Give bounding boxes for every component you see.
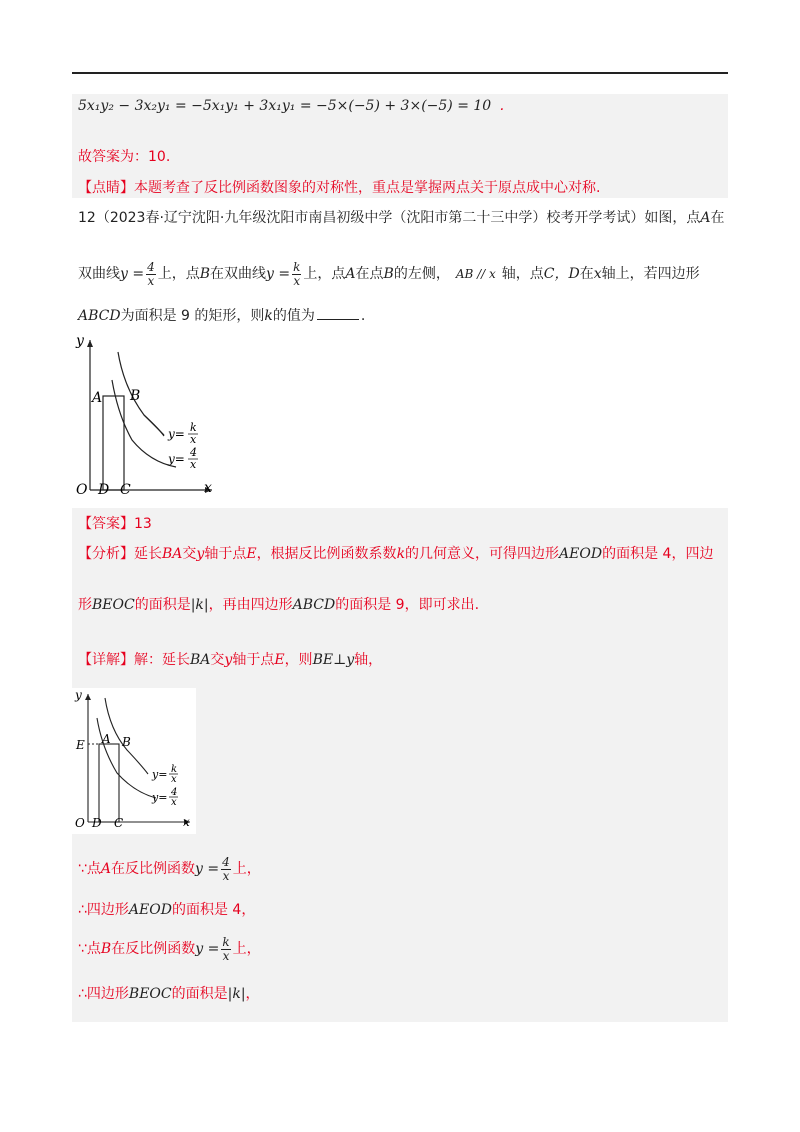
fig2-point-b: B bbox=[122, 735, 131, 749]
svg-text:y=: y= bbox=[168, 427, 185, 441]
step-1: ∵点A在反比例函数y = $\frac{4}{x}$ 上， bbox=[78, 854, 261, 883]
solution-figure bbox=[72, 688, 196, 834]
fig2-point-d: D bbox=[92, 816, 102, 830]
svg-text:y=: y= bbox=[168, 452, 185, 466]
svg-text:y: y bbox=[75, 688, 82, 702]
fig2-point-a: A bbox=[102, 732, 111, 746]
svg-text:x: x bbox=[183, 815, 190, 829]
question-line-2: 双曲线y = $\frac{4}{x}$ 上，点B在双曲线y = $\frac{k}{x}$ 上，点A在点B的左侧， AB // x 轴，点C，D在x轴上，若四边形 bbox=[78, 259, 700, 288]
step-4: ∴四边形BEOC的面积是|k|， bbox=[78, 986, 260, 1002]
question-line-3: ABCD为面积是 9 的矩形，则k的值为 . bbox=[78, 308, 366, 324]
prev-comment: 【点睛】本题考查了反比例函数图象的对称性，重点是掌握两点关于原点成中心对称. bbox=[78, 180, 601, 196]
svg-text:x: x bbox=[171, 797, 177, 808]
svg-text:x: x bbox=[190, 433, 197, 446]
svg-text:y=: y= bbox=[152, 768, 168, 781]
fig1-point-c: C bbox=[120, 482, 131, 498]
question-figure bbox=[72, 330, 222, 500]
fig2-point-e: E bbox=[76, 738, 85, 752]
answer-blank bbox=[317, 307, 359, 320]
svg-text:4: 4 bbox=[190, 446, 197, 459]
header-rule bbox=[72, 72, 728, 74]
svg-text:k: k bbox=[190, 421, 197, 434]
fig1-point-d: D bbox=[98, 482, 110, 498]
prev-answer: 故答案为：10. bbox=[78, 149, 171, 165]
fig1-x-label: x bbox=[204, 480, 212, 496]
fig1-origin: O bbox=[76, 482, 88, 498]
fig1-point-a: A bbox=[92, 390, 103, 406]
svg-text:y=: y= bbox=[152, 791, 168, 804]
svg-text:O: O bbox=[75, 816, 85, 830]
svg-text:4: 4 bbox=[171, 787, 178, 798]
svg-text:x: x bbox=[171, 774, 177, 785]
fig1-point-b: B bbox=[130, 388, 141, 404]
answer-line: 【答案】13 bbox=[78, 516, 152, 532]
svg-text:k: k bbox=[171, 764, 178, 775]
detail-line-1: 【详解】解：延长BA交y轴于点E，则BE⊥y轴， bbox=[78, 652, 383, 668]
fig2-point-c: C bbox=[114, 816, 124, 830]
svg-text:x: x bbox=[190, 458, 197, 471]
analysis-line-2: 形BEOC的面积是|k|，再由四边形ABCD的面积是 9，即可求出. bbox=[78, 597, 480, 613]
step-2: ∴四边形AEOD的面积是 4， bbox=[78, 902, 256, 918]
question-line-1: 12（2023春·辽宁沈阳·九年级沈阳市南昌初级中学（沈阳市第二十三中学）校考开学考试）如图，点A在 bbox=[78, 210, 725, 226]
fig1-y-label: y bbox=[76, 333, 84, 349]
step-3: ∵点B在反比例函数y = $\frac{k}{x}$ 上， bbox=[78, 934, 261, 963]
prev-equation: 5x₁y₂ − 3x₂y₁ = −5x₁y₁ + 3x₁y₁ = −5×(−5) + 3×(−5) = 10 . bbox=[78, 98, 505, 114]
analysis-line-1: 【分析】延长BA交y轴于点E，根据反比例函数系数k的几何意义，可得四边形AEOD的面积是 4，四边 bbox=[78, 546, 714, 562]
